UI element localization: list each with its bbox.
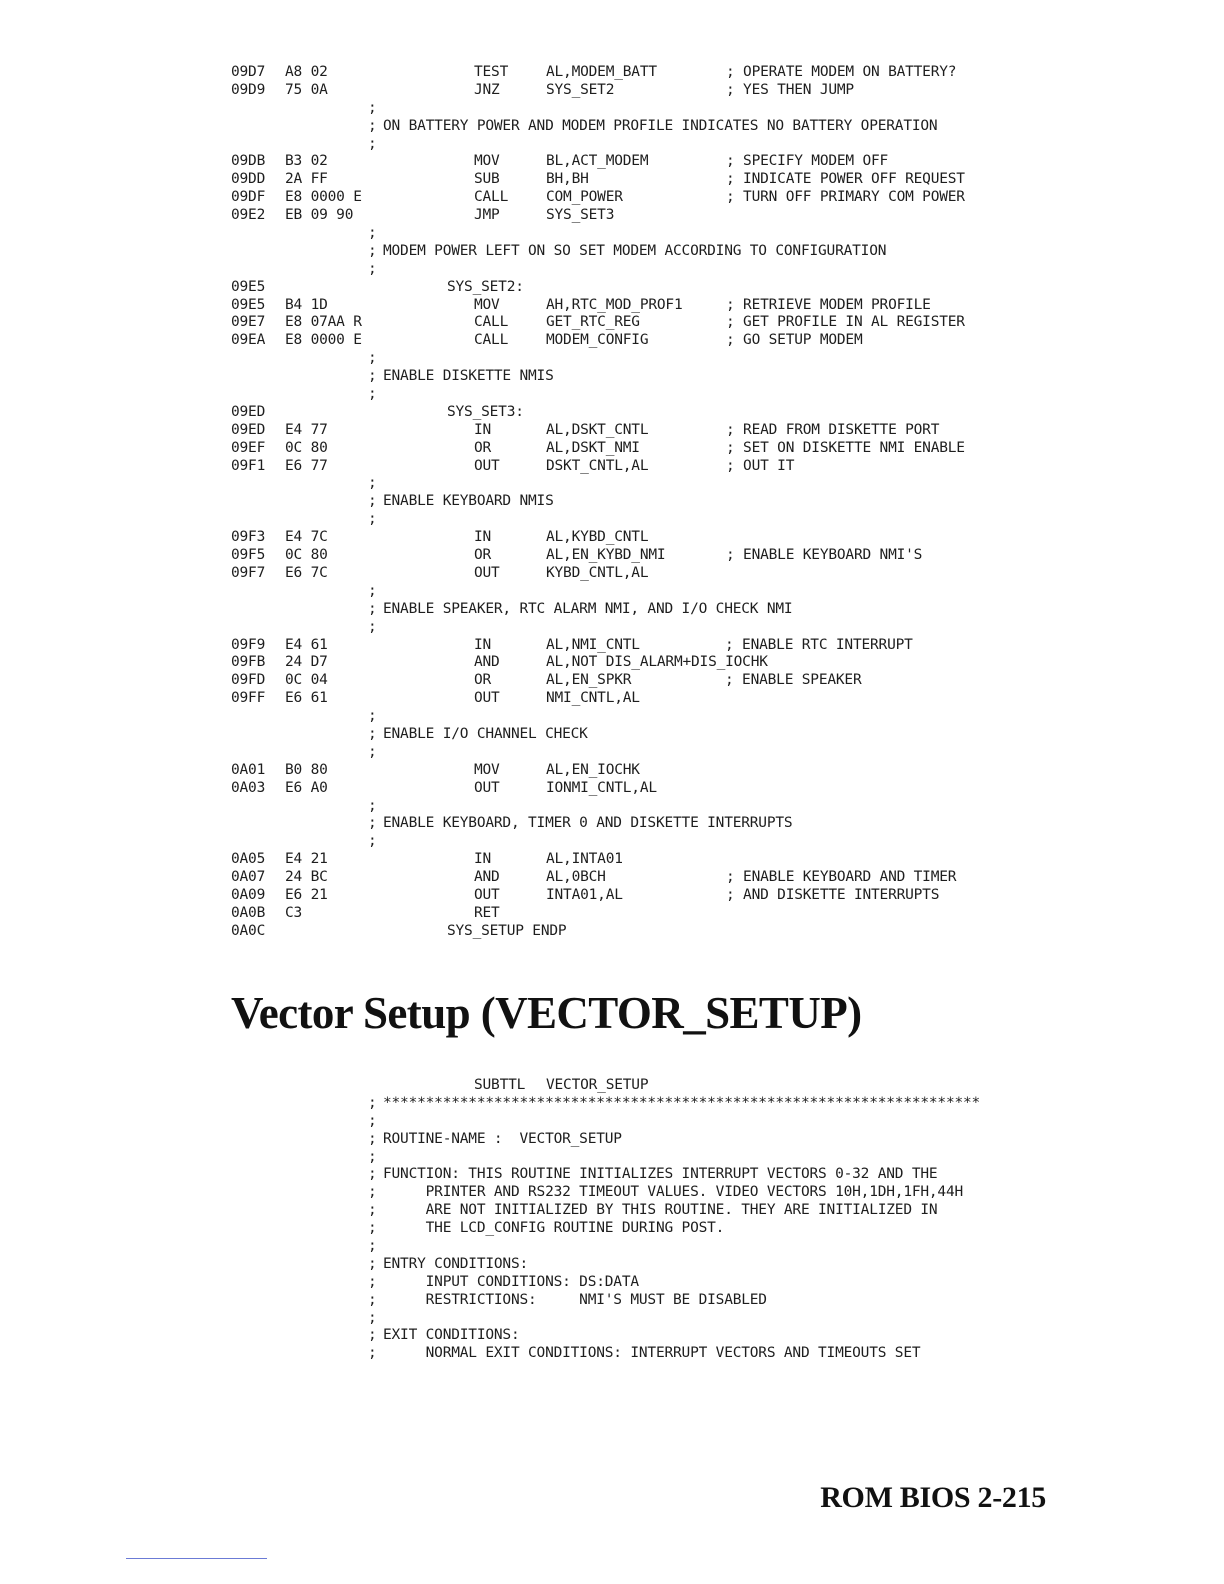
listing-addr: 09E5: [231, 278, 266, 295]
listing-rem: ; ENABLE KEYBOARD NMI'S: [726, 547, 923, 564]
listing-addr: 09D9: [231, 81, 266, 98]
listing-cmt: RESTRICTIONS: NMI'S MUST BE DISABLED: [383, 1291, 767, 1308]
listing-obj: 2A FF: [285, 171, 328, 188]
listing-addr: 09E2: [231, 207, 266, 224]
listing-addr: 0A01: [231, 761, 266, 778]
listing-addr: 09FF: [231, 690, 266, 707]
listing-addr: 09FB: [231, 654, 266, 671]
listing-semi: ;: [368, 511, 377, 528]
listing-semi: ;: [368, 386, 377, 403]
listing-semi: ;: [368, 833, 377, 850]
listing-obj: E6 7C: [285, 564, 328, 581]
listing-addr: 09ED: [231, 403, 266, 420]
listing-addr: 09F3: [231, 529, 266, 546]
listing-cmt: FUNCTION: THIS ROUTINE INITIALIZES INTERRUPT VECTORS 0-32 AND THE: [383, 1166, 938, 1183]
listing-obj: EB 09 90: [285, 207, 354, 224]
listing-addr: 09FD: [231, 672, 266, 689]
listing-obj: 0C 80: [285, 547, 328, 564]
listing-op: IN: [474, 529, 492, 546]
listing-arg: VECTOR_SETUP: [546, 1077, 649, 1093]
listing-op: OUT: [474, 779, 500, 796]
listing-addr: 09F9: [231, 636, 266, 653]
listing-arg: AL,EN_KYBD_NMI: [546, 547, 666, 564]
listing-semi: ;: [368, 743, 377, 760]
listing-semi: ;: [368, 350, 377, 367]
listing-lbl: SYS_SET3:: [447, 403, 524, 420]
listing-op: TEST: [474, 64, 509, 80]
listing-rem: ; SPECIFY MODEM OFF: [726, 153, 889, 170]
listing-semi: ;: [368, 1255, 377, 1272]
listing-cmt: NORMAL EXIT CONDITIONS: INTERRUPT VECTORS AND TIMEOUTS SET: [383, 1345, 921, 1362]
listing-semi: ;: [368, 1291, 377, 1308]
listing-semi: ;: [368, 708, 377, 725]
listing-addr: 09F5: [231, 547, 266, 564]
listing-obj: E4 61: [285, 636, 328, 653]
listing-cmt: ENABLE I/O CHANNEL CHECK: [383, 725, 588, 742]
listing-cmt: PRINTER AND RS232 TIMEOUT VALUES. VIDEO VECTORS 10H,1DH,1FH,44H: [383, 1184, 964, 1201]
listing-op: OR: [474, 547, 492, 564]
listing-obj: B0 80: [285, 761, 328, 778]
listing-addr: 09EF: [231, 439, 266, 456]
listing-cmt: **********************************************************************: [383, 1094, 981, 1111]
listing-addr: 09E5: [231, 296, 266, 313]
listing-semi: ;: [368, 1130, 377, 1147]
listing-rem: ; OUT IT: [726, 457, 795, 474]
listing-arg: AL,KYBD_CNTL: [546, 529, 649, 546]
listing-rem: ; ENABLE RTC INTERRUPT: [725, 636, 913, 653]
section-heading: Vector Setup (VECTOR_SETUP): [231, 988, 862, 1038]
listing-semi: ;: [368, 1094, 377, 1111]
listing-arg: BL,ACT_MODEM: [546, 153, 649, 170]
listing-op: OUT: [474, 690, 500, 707]
listing-op: MOV: [474, 153, 500, 170]
listing-rem: ; TURN OFF PRIMARY COM POWER: [726, 189, 965, 206]
listing-obj: E8 0000 E: [285, 332, 362, 349]
listing-op: JNZ: [474, 81, 500, 98]
listing-lbl: SYS_SET2:: [447, 278, 524, 295]
listing-obj: B4 1D: [285, 296, 328, 313]
listing-arg: AL,EN_IOCHK: [546, 761, 640, 778]
listing-obj: A8 02: [285, 64, 328, 80]
listing-rem: ; AND DISKETTE INTERRUPTS: [726, 886, 940, 903]
listing-obj: 24 BC: [285, 869, 328, 886]
listing-semi: ;: [368, 1345, 377, 1362]
listing-semi: ;: [368, 225, 377, 242]
listing-addr: 09F7: [231, 564, 266, 581]
listing-cmt: EXIT CONDITIONS:: [383, 1327, 520, 1344]
listing-arg: COM_POWER: [546, 189, 623, 206]
listing-semi: ;: [368, 1184, 377, 1201]
listing-rem: ; READ FROM DISKETTE PORT: [726, 421, 940, 438]
listing-semi: ;: [368, 1202, 377, 1219]
listing-semi: ;: [368, 99, 377, 116]
listing-op: SUB: [474, 171, 500, 188]
listing-obj: 24 D7: [285, 654, 328, 671]
listing-addr: 09E7: [231, 314, 266, 331]
listing-cmt: ARE NOT INITIALIZED BY THIS ROUTINE. THEY ARE INITIALIZED IN: [383, 1202, 938, 1219]
listing-rem: ; OPERATE MODEM ON BATTERY?: [726, 64, 957, 80]
listing-arg: BH,BH: [546, 171, 589, 188]
listing-obj: E6 61: [285, 690, 328, 707]
listing-arg: SYS_SET3: [546, 207, 615, 224]
listing-op: OUT: [474, 886, 500, 903]
listing-rem: ; RETRIEVE MODEM PROFILE: [726, 296, 931, 313]
listing-semi: ;: [368, 1166, 377, 1183]
listing-op: MOV: [474, 761, 500, 778]
listing-addr: 0A0C: [231, 922, 266, 939]
listing-semi: ;: [368, 582, 377, 599]
listing-op: OR: [474, 672, 492, 689]
listing-semi: ;: [368, 1220, 377, 1237]
listing-op: CALL: [474, 332, 509, 349]
listing-op: SUBTTL: [474, 1077, 526, 1093]
listing-semi: ;: [368, 117, 377, 134]
listing-semi: ;: [368, 1112, 377, 1129]
listing-cmt: MODEM POWER LEFT ON SO SET MODEM ACCORDING TO CONFIGURATION: [383, 242, 887, 259]
listing-arg: MODEM_CONFIG: [546, 332, 649, 349]
listing-semi: ;: [368, 1273, 377, 1290]
listing-addr: 09F1: [231, 457, 266, 474]
listing-arg: AL,0BCH: [546, 869, 606, 886]
listing-op: OUT: [474, 564, 500, 581]
listing-op: CALL: [474, 314, 509, 331]
listing-obj: C3: [285, 904, 303, 921]
listing-addr: 09D7: [231, 64, 266, 80]
listing-addr: 09EA: [231, 332, 266, 349]
listing-obj: E8 07AA R: [285, 314, 362, 331]
listing-op: JMP: [474, 207, 500, 224]
listing-addr: 0A09: [231, 886, 266, 903]
listing-cmt: ENABLE KEYBOARD, TIMER 0 AND DISKETTE INTERRUPTS: [383, 815, 793, 832]
listing-addr: 0A03: [231, 779, 266, 796]
listing-op: OUT: [474, 457, 500, 474]
listing-semi: ;: [368, 797, 377, 814]
listing-semi: ;: [368, 815, 377, 832]
listing-obj: E6 77: [285, 457, 328, 474]
listing-addr: 0A07: [231, 869, 266, 886]
listing-semi: ;: [368, 725, 377, 742]
listing-semi: ;: [368, 1238, 377, 1255]
listing-obj: E6 A0: [285, 779, 328, 796]
listing-arg: AL,NOT DIS_ALARM+DIS_IOCHK: [546, 654, 768, 671]
listing-arg: AL,NMI_CNTL: [546, 636, 640, 653]
listing-rem: ; INDICATE POWER OFF REQUEST: [726, 171, 965, 188]
listing-addr: 0A0B: [231, 904, 266, 921]
listing-op: IN: [474, 851, 492, 868]
listing-semi: ;: [368, 135, 377, 152]
listing-addr: 09DD: [231, 171, 266, 188]
listing-lbl: SYS_SETUP ENDP: [447, 922, 567, 939]
listing-obj: B3 02: [285, 153, 328, 170]
listing-semi: ;: [368, 1309, 377, 1326]
listing-cmt: ON BATTERY POWER AND MODEM PROFILE INDICATES NO BATTERY OPERATION: [383, 117, 938, 134]
listing-obj: 0C 80: [285, 439, 328, 456]
scan-artifact-line: [126, 1558, 267, 1559]
listing-arg: AL,INTA01: [546, 851, 623, 868]
listing-addr: 0A05: [231, 851, 266, 868]
listing-arg: DSKT_CNTL,AL: [546, 457, 649, 474]
listing-arg: AL,DSKT_NMI: [546, 439, 640, 456]
listing-obj: E4 7C: [285, 529, 328, 546]
listing-semi: ;: [368, 242, 377, 259]
listing-obj: E4 21: [285, 851, 328, 868]
listing-arg: INTA01,AL: [546, 886, 623, 903]
listing-rem: ; ENABLE SPEAKER: [725, 672, 862, 689]
listing-op: AND: [474, 654, 500, 671]
listing-obj: 75 0A: [285, 81, 328, 98]
listing-arg: KYBD_CNTL,AL: [546, 564, 649, 581]
listing-semi: ;: [368, 368, 377, 385]
listing-op: IN: [474, 421, 492, 438]
listing-arg: IONMI_CNTL,AL: [546, 779, 657, 796]
listing-addr: 09ED: [231, 421, 266, 438]
listing-cmt: ENABLE DISKETTE NMIS: [383, 368, 554, 385]
listing-obj: 0C 04: [285, 672, 328, 689]
listing-rem: ; YES THEN JUMP: [726, 81, 854, 98]
listing-op: IN: [474, 636, 492, 653]
listing-rem: ; GO SETUP MODEM: [726, 332, 863, 349]
listing-op: CALL: [474, 189, 509, 206]
listing-semi: ;: [368, 493, 377, 510]
listing-arg: NMI_CNTL,AL: [546, 690, 640, 707]
listing-cmt: INPUT CONDITIONS: DS:DATA: [383, 1273, 639, 1290]
listing-arg: AL,DSKT_CNTL: [546, 421, 649, 438]
listing-rem: ; ENABLE KEYBOARD AND TIMER: [726, 869, 957, 886]
listing-cmt: ENABLE KEYBOARD NMIS: [383, 493, 554, 510]
listing-semi: ;: [368, 1148, 377, 1165]
listing-op: MOV: [474, 296, 500, 313]
listing-op: AND: [474, 869, 500, 886]
listing-arg: AL,EN_SPKR: [546, 672, 632, 689]
listing-rem: ; SET ON DISKETTE NMI ENABLE: [726, 439, 965, 456]
listing-rem: ; GET PROFILE IN AL REGISTER: [726, 314, 965, 331]
listing-addr: 09DF: [231, 189, 266, 206]
listing-op: OR: [474, 439, 492, 456]
listing-semi: ;: [368, 1327, 377, 1344]
listing-arg: AH,RTC_MOD_PROF1: [546, 296, 683, 313]
listing-obj: E4 77: [285, 421, 328, 438]
listing-semi: ;: [368, 260, 377, 277]
page-footer: ROM BIOS 2-215: [820, 1481, 1046, 1514]
listing-semi: ;: [368, 618, 377, 635]
listing-obj: E8 0000 E: [285, 189, 362, 206]
listing-arg: GET_RTC_REG: [546, 314, 640, 331]
listing-semi: ;: [368, 600, 377, 617]
listing-cmt: ENTRY CONDITIONS:: [383, 1255, 529, 1272]
listing-arg: AL,MODEM_BATT: [546, 64, 657, 80]
listing-obj: E6 21: [285, 886, 328, 903]
listing-cmt: ROUTINE-NAME : VECTOR_SETUP: [383, 1130, 622, 1147]
listing-addr: 09DB: [231, 153, 266, 170]
listing-cmt: ENABLE SPEAKER, RTC ALARM NMI, AND I/O CHECK NMI: [383, 600, 793, 617]
listing-cmt: THE LCD_CONFIG ROUTINE DURING POST.: [383, 1220, 725, 1237]
listing-semi: ;: [368, 475, 377, 492]
listing-arg: SYS_SET2: [546, 81, 615, 98]
listing-op: RET: [474, 904, 500, 921]
